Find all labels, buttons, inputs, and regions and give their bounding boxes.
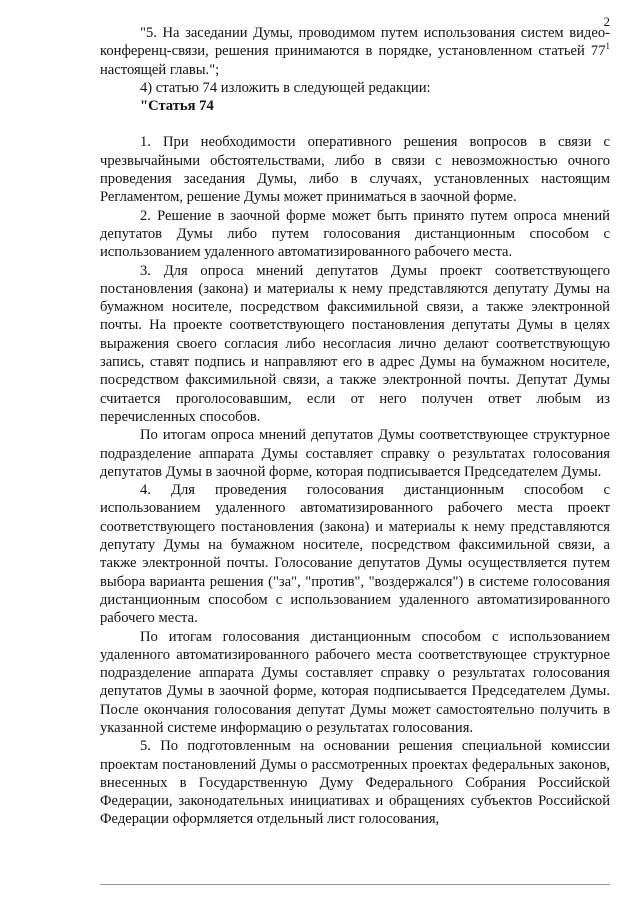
paragraph-clause-4-results: По итогам голосования дистанционным способом с использованием удаленного автоматизированного рабочего места соответствующее структурное подразделение аппарата Думы составляет справку о результатах голосования депутатов Думы в заочной форме, которая подписывается Председателем Думы. После окончания голосования депутат Думы может самостоятельно получить в указанной системе информацию о результатах голосования. xyxy=(100,628,610,736)
page-number: 2 xyxy=(603,14,610,29)
article-heading: "Статья 74 xyxy=(140,98,214,115)
paragraph-clause-3-results: По итогам опроса мнений депутатов Думы соответствующее структурное подразделение аппарата Думы составляет справку о результатах голосования депутатов Думы в заочной форме, которая подписывается Председателем Думы. xyxy=(100,427,610,480)
paragraph-amendment-5 xyxy=(100,24,610,79)
paragraph-clause-5: 5. По подготовленным на основании решения специальной комиссии проектам постановлений Думы о рассмотренных проектах федеральных законов, внесенных в Государственную Думу Федерального Собрания Российской Федерации, законодательных инициативах и обращениях субъектов Российской Федерации оформляется отдельный лист голосования, xyxy=(100,738,610,828)
paragraph-clause-3: 3. Для опроса мнений депутатов Думы проект соответствующего постановления (закона) и материалы к нему представляются депутату Думы на бумажном носителе, посредством факсимильной связи, а также электронной почты. На проекте соответствующего постановления депутаты Думы в целях выражения своего согласия либо несогласия лично делают соответствующую запись, ставят подпись и направляют его в адрес Думы на бумажном носителе, посредством факсимильной связи, а также электронной почты. Депутат Думы считается проголосовавшим, если от него получен ответ любым из перечисленных способов. xyxy=(100,262,610,425)
paragraph-clause-1: 1. При необходимости оперативного решения вопросов в связи с чрезвычайными обстоятельствами, либо в связи с невозможностью очного проведения заседания Думы, либо в случаях, установленных настоящим Регламентом, решение Думы может приниматься в заочной форме. xyxy=(100,134,610,206)
footer-divider xyxy=(100,884,610,885)
paragraph-clause-4: 4. Для проведения голосования дистанционным способом с использованием удаленного автоматизированного рабочего места проект соответствующего постановления (закона) и материалы к нему представляются депутату Думы на бумажном носителе, посредством факсимильной связи, а также электронной почты. Голосование депутатов Думы осуществляется путем выбора варианта решения ("за", "против", "воздержался") в системе голосования дистанционным способом с использованием удаленного автоматизированного рабочего места. xyxy=(100,482,610,627)
paragraph-amendment-5-tail: настоящей главы."; xyxy=(100,61,220,78)
paragraph-instruction-4: 4) статью 74 изложить в следующей редакции: xyxy=(140,79,431,96)
paragraph-amendment-5-text: "5. На заседании Думы, проводимом путем использования систем видео-конференц-связи, решения принимаются в порядке, установленном статьей 77 xyxy=(100,25,610,60)
superscript-1: 1 xyxy=(605,41,610,52)
paragraph-clause-2: 2. Решение в заочной форме может быть принято путем опроса мнений депутатов Думы либо путем голосования дистанционным способом с использованием удаленного автоматизированного рабочего места. xyxy=(100,207,610,261)
document-body xyxy=(100,24,610,829)
